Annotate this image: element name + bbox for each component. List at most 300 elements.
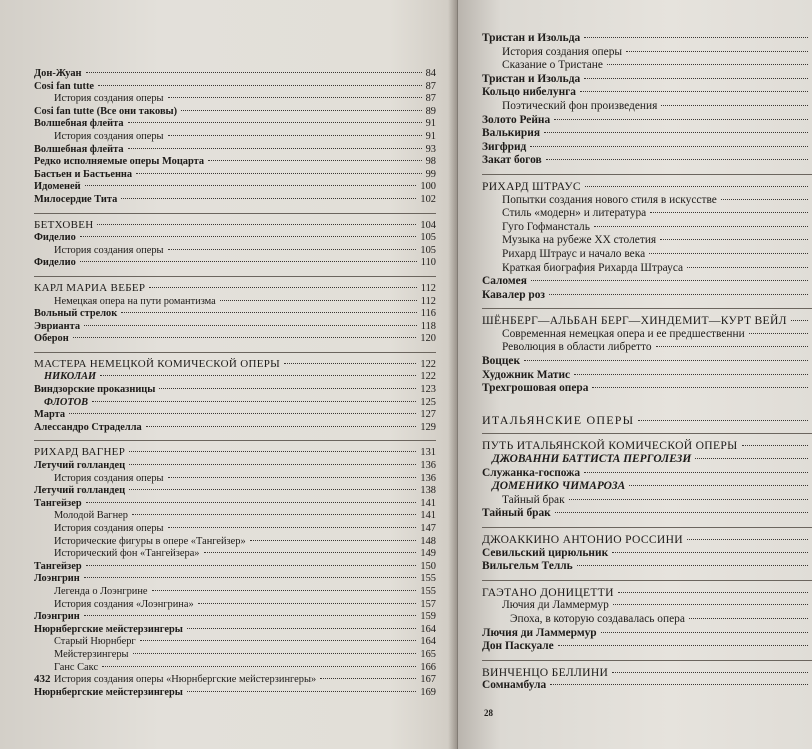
dot-leader xyxy=(320,678,416,679)
toc-entry xyxy=(482,248,812,262)
toc-entry-title: Немецкая опера на пути романтизма xyxy=(54,295,216,307)
dot-leader xyxy=(569,499,808,500)
dot-leader xyxy=(555,512,808,513)
toc-entry xyxy=(482,32,812,46)
toc-entry-title: История создания оперы xyxy=(502,45,623,58)
toc-entry-title: Бастьен и Бастьенна xyxy=(34,168,133,180)
toc-entry xyxy=(34,321,436,334)
dot-leader xyxy=(208,160,422,161)
toc-section xyxy=(482,396,812,428)
toc-entry xyxy=(34,308,436,321)
dot-leader xyxy=(649,253,808,254)
dot-leader xyxy=(613,604,808,605)
toc-entry-title: Эпоха, в которую создавалась опера xyxy=(510,612,685,625)
dot-leader xyxy=(132,514,416,515)
toc-section xyxy=(34,276,436,346)
toc-entry-page: 169 xyxy=(420,686,436,698)
toc-entry-page: 105 xyxy=(420,244,436,256)
toc-entry xyxy=(482,453,812,467)
toc-section xyxy=(34,352,436,435)
toc-entry xyxy=(482,627,812,641)
toc-entry xyxy=(482,234,812,248)
toc-entry-title: Дон-Жуан xyxy=(34,68,82,79)
toc-entry-title: ШЁНБЕРГ—АЛЬБАН БЕРГ—ХИНДЕМИТ—КУРТ ВЕЙЛ xyxy=(482,314,787,328)
dot-leader xyxy=(181,110,421,111)
dot-leader xyxy=(574,374,808,375)
right-page xyxy=(458,0,812,749)
dot-leader xyxy=(687,539,808,540)
toc-entry-page: 110 xyxy=(420,257,436,269)
toc-entry-title: НИКОЛАИ xyxy=(44,371,97,383)
toc-entry xyxy=(34,397,436,410)
dot-leader xyxy=(585,186,808,187)
dot-leader xyxy=(133,653,417,654)
dot-leader xyxy=(84,577,417,578)
dot-leader xyxy=(721,199,808,200)
toc-entry-title: Валькирия xyxy=(482,127,540,140)
toc-entry-page: 118 xyxy=(420,320,436,332)
toc-entry xyxy=(34,485,436,498)
toc-section-heading xyxy=(482,580,812,600)
toc-section-heading xyxy=(482,660,812,680)
toc-entry xyxy=(482,275,812,289)
toc-section-heading xyxy=(482,174,812,194)
toc-entry-title: Сомнамбула xyxy=(482,679,547,692)
toc-entry-page: 112 xyxy=(420,295,436,307)
toc-section xyxy=(482,308,812,396)
toc-entry-title: История создания оперы xyxy=(54,130,164,142)
toc-entry-page: 87 xyxy=(425,93,436,105)
toc-entry-title: Вильгельм Телль xyxy=(482,560,573,573)
dot-leader xyxy=(220,300,417,301)
toc-entry xyxy=(34,169,436,182)
toc-entry-title: История создания оперы xyxy=(54,472,164,484)
dot-leader xyxy=(689,618,808,619)
toc-entry xyxy=(34,662,436,675)
toc-entry xyxy=(482,599,812,613)
dot-leader xyxy=(554,119,808,120)
dot-leader xyxy=(168,477,417,478)
toc-entry-title: Волшебная флейта xyxy=(34,143,124,155)
toc-entry-page: 164 xyxy=(420,623,436,635)
toc-entry-title: Алессандро Страделла xyxy=(34,421,142,433)
left-page-number: 432 xyxy=(34,673,51,685)
toc-entry-title: ВИНЧЕНЦО БЕЛЛИНИ xyxy=(482,665,609,679)
toc-entry-title: Милосердие Тита xyxy=(34,193,118,205)
toc-section-heading xyxy=(34,352,436,372)
dot-leader xyxy=(80,236,417,237)
toc-entry xyxy=(34,586,436,599)
toc-entry-page: 100 xyxy=(420,181,436,193)
toc-entry-page: 127 xyxy=(420,409,436,421)
toc-entry-title: Попытки создания нового стиля в искусстве xyxy=(502,193,717,206)
toc-entry-title: КАРЛ МАРИА ВЕБЕР xyxy=(34,281,146,294)
dot-leader xyxy=(284,363,416,364)
toc-entry xyxy=(34,599,436,612)
toc-entry-title: Исторические фигуры в опере «Тангейзер» xyxy=(54,535,246,547)
dot-leader xyxy=(100,375,416,376)
dot-leader xyxy=(612,552,808,553)
toc-entry-title: Тристан и Изольда xyxy=(482,72,581,85)
dot-leader xyxy=(656,346,808,347)
dot-leader xyxy=(121,312,417,313)
dot-leader xyxy=(592,387,808,388)
toc-entry xyxy=(34,687,436,700)
toc-entry xyxy=(482,480,812,494)
toc-entry-page: 141 xyxy=(420,510,436,522)
dot-leader xyxy=(584,37,808,38)
toc-entry-page: 98 xyxy=(425,156,436,168)
toc-entry-page: 122 xyxy=(420,371,436,383)
dot-leader xyxy=(204,552,417,553)
dot-leader xyxy=(584,472,808,473)
dot-leader xyxy=(584,78,808,79)
toc-entry-title: Кавалер роз xyxy=(482,288,545,301)
toc-entry-title: Революция в области либретто xyxy=(502,341,652,354)
toc-entry xyxy=(34,498,436,511)
dot-leader xyxy=(660,239,808,240)
toc-entry-title: Старый Нюрнберг xyxy=(54,636,136,648)
toc-entry-page: 105 xyxy=(420,232,436,244)
toc-entry-title: ДЖОВАННИ БАТТИСТА ПЕРГОЛЕЗИ xyxy=(492,453,692,466)
toc-entry xyxy=(34,573,436,586)
toc-entry-page: 89 xyxy=(425,105,436,117)
toc-entry-title: Волшебная флейта xyxy=(34,118,124,130)
toc-entry-page: 136 xyxy=(420,460,436,472)
toc-entry xyxy=(34,371,436,384)
toc-section xyxy=(482,660,812,693)
toc-entry xyxy=(482,341,812,355)
toc-entry xyxy=(34,510,436,523)
left-table-of-contents xyxy=(34,68,436,699)
dot-leader xyxy=(198,603,417,604)
right-page-number: 28 xyxy=(484,708,493,718)
dot-leader xyxy=(86,565,417,566)
dot-leader xyxy=(612,672,808,673)
dot-leader xyxy=(128,148,422,149)
toc-entry xyxy=(34,156,436,169)
toc-entry-title: Саломея xyxy=(482,275,527,288)
dot-leader xyxy=(791,320,808,321)
dot-leader xyxy=(129,489,416,490)
toc-entry-page: 138 xyxy=(420,485,436,497)
toc-entry xyxy=(482,59,812,73)
toc-section-heading xyxy=(34,440,436,460)
toc-entry-title: Современная немецкая опера и ее предшественни xyxy=(502,327,745,340)
dot-leader xyxy=(121,198,416,199)
toc-entry-page: 136 xyxy=(420,472,436,484)
toc-entry xyxy=(482,207,812,221)
toc-entry-title: ИТАЛЬЯНСКИЕ ОПЕРЫ xyxy=(482,412,635,427)
toc-entry-page: 102 xyxy=(420,193,436,205)
dot-leader xyxy=(626,51,808,52)
toc-entry-title: Лючия ди Ламмермур xyxy=(482,626,597,639)
toc-entry xyxy=(34,409,436,422)
toc-entry xyxy=(482,127,812,141)
toc-entry xyxy=(482,141,812,155)
toc-entry-title: Эврианта xyxy=(34,320,81,332)
dot-leader xyxy=(86,72,422,73)
toc-entry xyxy=(34,473,436,486)
toc-entry-page: 91 xyxy=(425,130,436,142)
toc-entry xyxy=(34,257,436,270)
dot-leader xyxy=(546,159,808,160)
toc-entry xyxy=(34,536,436,549)
toc-section xyxy=(34,68,436,207)
toc-entry-title: Служанка-госпожа xyxy=(482,466,581,479)
toc-entry-title: История создания оперы «Нюрнбергские мейстерзингеры» xyxy=(54,674,317,686)
toc-entry xyxy=(34,384,436,397)
toc-entry-title: Закат богов xyxy=(482,154,542,167)
toc-entry-title: Оберон xyxy=(34,333,69,345)
toc-entry-title: Воццек xyxy=(482,355,521,368)
toc-entry-title: Тайный брак xyxy=(502,493,565,506)
toc-entry-page: 167 xyxy=(420,674,436,686)
toc-entry xyxy=(482,355,812,369)
toc-entry-title: Нюрнбергские мейстерзингеры xyxy=(34,686,183,698)
toc-entry xyxy=(482,613,812,627)
toc-entry xyxy=(34,460,436,473)
toc-entry-page: 166 xyxy=(420,661,436,673)
toc-entry-title: Трехгрошовая опера xyxy=(482,382,589,395)
toc-entry-title: Cosi fan tutte xyxy=(34,80,95,92)
toc-entry-page: 104 xyxy=(420,219,436,231)
toc-entry xyxy=(34,93,436,106)
dot-leader xyxy=(168,527,417,528)
toc-entry-title: Летучий голландец xyxy=(34,485,126,497)
toc-entry-title: Кольцо нибелунга xyxy=(482,86,576,99)
dot-leader xyxy=(168,97,422,98)
toc-entry-title: МАСТЕРА НЕМЕЦКОЙ КОМИЧЕСКОЙ ОПЕРЫ xyxy=(34,357,281,370)
dot-leader xyxy=(129,451,416,452)
toc-entry-title: Идоменей xyxy=(34,181,81,193)
toc-entry-title: Фиделио xyxy=(34,257,76,269)
toc-entry-title: Тангейзер xyxy=(34,497,82,509)
dot-leader xyxy=(629,485,808,486)
toc-entry xyxy=(34,649,436,662)
toc-entry-page: 122 xyxy=(420,358,436,370)
toc-entry-title: Вольный стрелок xyxy=(34,308,118,320)
toc-entry xyxy=(482,679,812,693)
toc-entry-title: Фиделио xyxy=(34,232,76,244)
dot-leader xyxy=(187,691,417,692)
toc-entry-page: 93 xyxy=(425,143,436,155)
dot-leader xyxy=(146,426,417,427)
toc-entry-title: Летучий голландец xyxy=(34,460,126,472)
toc-entry-title: Тайный брак xyxy=(482,507,551,520)
toc-entry-page: 112 xyxy=(420,282,436,294)
dot-leader xyxy=(601,632,808,633)
toc-entry-title: РИХАРД ШТРАУС xyxy=(482,179,581,193)
dot-leader xyxy=(661,105,808,106)
toc-entry xyxy=(482,221,812,235)
toc-entry xyxy=(34,548,436,561)
toc-entry-title: История создания оперы xyxy=(54,93,164,105)
toc-entry xyxy=(34,296,436,309)
toc-entry-title: БЕТХОВЕН xyxy=(34,218,94,231)
toc-section-heading xyxy=(482,308,812,328)
toc-entry-page: 164 xyxy=(420,636,436,648)
toc-entry xyxy=(482,194,812,208)
dot-leader xyxy=(695,458,808,459)
toc-entry-title: Зигфрид xyxy=(482,140,527,153)
toc-entry xyxy=(34,144,436,157)
toc-entry-title: ГАЭТАНО ДОНИЦЕТТИ xyxy=(482,585,614,599)
dot-leader xyxy=(102,666,416,667)
toc-section-heading xyxy=(482,527,812,547)
toc-entry-title: Лючия ди Ламмермур xyxy=(502,599,609,612)
dot-leader xyxy=(85,185,417,186)
dot-leader xyxy=(159,388,416,389)
toc-entry xyxy=(34,422,436,435)
toc-entry-page: 131 xyxy=(420,447,436,459)
dot-leader xyxy=(650,212,808,213)
toc-entry-title: Мейстерзингеры xyxy=(54,648,129,660)
toc-entry-title: РИХАРД ВАГНЕР xyxy=(34,446,126,459)
toc-entry-page: 87 xyxy=(425,80,436,92)
dot-leader xyxy=(84,615,417,616)
dot-leader xyxy=(549,294,808,295)
toc-entry xyxy=(34,523,436,536)
toc-section-heading xyxy=(34,213,436,233)
toc-entry-page: 147 xyxy=(420,523,436,534)
dot-leader xyxy=(69,413,416,414)
dot-leader xyxy=(140,640,417,641)
dot-leader xyxy=(168,135,422,136)
toc-entry-title: Cosi fan tutte (Все они таковы) xyxy=(34,105,178,117)
dot-leader xyxy=(84,325,417,326)
toc-entry xyxy=(482,547,812,561)
toc-entry xyxy=(482,86,812,100)
toc-entry-title: Тристан и Изольда xyxy=(482,32,581,44)
toc-entry-title: ДЖОАККИНО АНТОНИО РОССИНИ xyxy=(482,533,683,546)
toc-entry-page: 123 xyxy=(420,384,436,396)
toc-entry-title: Нюрнбергские мейстерзингеры xyxy=(34,623,183,635)
dot-leader xyxy=(250,540,417,541)
toc-entry-title: ФЛОТОВ xyxy=(44,396,89,408)
toc-entry-title: Золото Рейна xyxy=(482,113,551,126)
dot-leader xyxy=(86,502,417,503)
toc-entry xyxy=(34,245,436,258)
toc-entry-title: Севильский цирюльник xyxy=(482,546,609,559)
toc-section xyxy=(482,32,812,168)
toc-entry-page: 125 xyxy=(420,396,436,408)
dot-leader xyxy=(128,122,422,123)
toc-entry-title: История создания «Лоэнгрина» xyxy=(54,598,194,610)
dot-leader xyxy=(638,420,808,421)
toc-entry xyxy=(34,624,436,637)
toc-entry xyxy=(34,81,436,94)
toc-section xyxy=(34,213,436,270)
toc-entry xyxy=(34,194,436,207)
dot-leader xyxy=(98,85,422,86)
toc-entry-page: 141 xyxy=(420,497,436,509)
dot-leader xyxy=(80,261,417,262)
dot-leader xyxy=(607,64,808,65)
dot-leader xyxy=(152,590,417,591)
toc-entry-title: Рихард Штраус и начало века xyxy=(502,247,646,260)
dot-leader xyxy=(149,287,417,288)
toc-entry-title: Краткая биография Рихарда Штрауса xyxy=(502,261,684,274)
dot-leader xyxy=(749,333,808,334)
dot-leader xyxy=(742,445,808,446)
toc-entry-title: Сказание о Тристане xyxy=(502,59,603,72)
dot-leader xyxy=(129,464,416,465)
toc-entry xyxy=(34,232,436,245)
toc-entry xyxy=(482,494,812,508)
dot-leader xyxy=(558,645,808,646)
dot-leader xyxy=(136,173,421,174)
toc-entry xyxy=(482,289,812,303)
toc-entry-page: 165 xyxy=(420,648,436,660)
dot-leader xyxy=(73,337,417,338)
toc-entry-title: Лоэнгрин xyxy=(34,573,80,585)
toc-entry-page: 129 xyxy=(420,421,436,433)
toc-entry-title: Лоэнгрин xyxy=(34,611,80,623)
toc-entry-title: ДОМЕНИКО ЧИМАРОЗА xyxy=(492,480,626,493)
toc-entry-page: 116 xyxy=(420,308,436,320)
toc-entry xyxy=(482,46,812,60)
dot-leader xyxy=(687,267,808,268)
toc-entry xyxy=(34,674,436,687)
toc-section xyxy=(34,440,436,699)
dot-leader xyxy=(594,226,808,227)
toc-entry-page: 120 xyxy=(420,333,436,345)
dot-leader xyxy=(550,684,808,685)
toc-entry xyxy=(482,382,812,396)
toc-entry xyxy=(34,106,436,119)
toc-entry xyxy=(34,68,436,81)
toc-entry-title: Стиль «модерн» и литература xyxy=(502,207,647,220)
toc-entry xyxy=(482,369,812,383)
dot-leader xyxy=(580,91,808,92)
toc-entry xyxy=(482,467,812,481)
toc-entry xyxy=(482,100,812,114)
toc-entry-title: Виндзорские проказницы xyxy=(34,384,156,396)
toc-entry xyxy=(482,262,812,276)
dot-leader xyxy=(531,280,808,281)
dot-leader xyxy=(530,146,808,147)
toc-entry xyxy=(482,507,812,521)
dot-leader xyxy=(618,592,808,593)
toc-entry xyxy=(482,560,812,574)
dot-leader xyxy=(524,360,808,361)
dot-leader xyxy=(187,628,417,629)
toc-entry-title: Легенда о Лоэнгрине xyxy=(54,585,148,597)
toc-entry xyxy=(482,414,812,428)
toc-entry-page: 157 xyxy=(420,598,436,610)
toc-entry xyxy=(34,636,436,649)
toc-entry-title: Ганс Сакс xyxy=(54,661,99,673)
toc-entry-title: Исторический фон «Тангейзера» xyxy=(54,548,200,560)
toc-entry-title: Тангейзер xyxy=(34,560,82,572)
toc-entry xyxy=(482,73,812,87)
toc-entry-title: Музыка на рубеже XX столетия xyxy=(502,234,657,247)
toc-section-heading xyxy=(482,433,812,453)
toc-entry-page: 84 xyxy=(425,68,436,79)
toc-entry xyxy=(34,181,436,194)
toc-entry-page: 155 xyxy=(420,573,436,585)
toc-entry-page: 159 xyxy=(420,611,436,623)
toc-entry xyxy=(482,328,812,342)
dot-leader xyxy=(168,249,417,250)
dot-leader xyxy=(97,224,416,225)
toc-entry-title: Гуго Гофмансталь xyxy=(502,220,590,233)
toc-entry xyxy=(482,114,812,128)
toc-entry-title: Художник Матис xyxy=(482,368,571,381)
toc-entry xyxy=(34,561,436,574)
toc-section xyxy=(482,174,812,302)
